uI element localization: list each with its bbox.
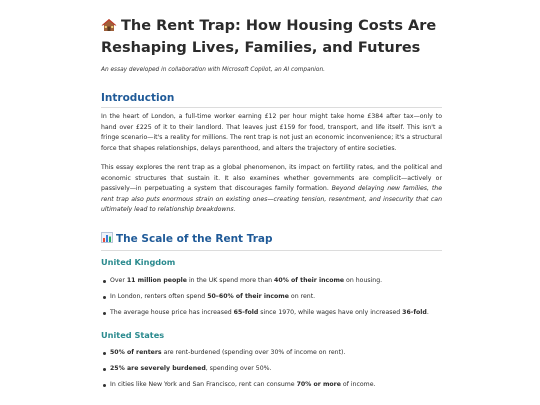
intro-paragraph-2-text: This essay explores the rent trap as a global phenomenon, its impact on fertility rates, and the political and economic structures that sustain it. It also examines whether governments are complicit—actively or passively—in perpetuating a system that discourages family formation.: [101, 164, 442, 193]
us-bullet-list: [101, 348, 442, 390]
subtitle: An essay developed in collaboration with Microsoft Copilot, an AI companion.: [101, 67, 325, 73]
intro-paragraph-1: In the heart of London, a full-time worker earning £12 per hour might take home £384 after tax—only to hand over £225 of it to their landlord. That leaves just £159 for food, transport, and life itself. This isn't a fringe scenario—it's a reality for millions. The rent trap is not just an economic inconvenience; it's a structural force that shapes relationships, delays parenthood, and alters the trajectory of entire societies.: [101, 113, 442, 152]
list-item: 25% are severely burdened, spending over 50%.: [101, 364, 442, 374]
page-title: [101, 15, 441, 59]
introduction-heading: Introduction: [101, 92, 175, 104]
list-item: The average house price has increased 65-fold since 1970, while wages have only increased 36-fold.: [101, 308, 442, 318]
uk-bullet-list: [101, 276, 442, 318]
uk-subheading: United Kingdom: [101, 257, 176, 267]
list-item: In cities like New York and San Francisco, rent can consume 70% or more of income.: [101, 380, 442, 390]
intro-paragraph-2-emphasis: Beyond delaying new families, the rent trap also puts enormous strain on existing ones—creating tension, resentment, and insecurity that can ultimately lead to relationship breakdowns.: [101, 185, 442, 214]
list-item: In London, renters often spend 50–60% of their income on rent.: [101, 292, 442, 302]
list-item: 50% of renters are rent-burdened (spending over 30% of income on rent).: [101, 348, 442, 358]
title-text: The Rent Trap: How Housing Costs Are Reshaping Lives, Families, and Futures: [101, 18, 437, 56]
bar-chart-icon: [101, 232, 113, 243]
list-item: Over 11 million people in the UK spend more than 40% of their income on housing.: [101, 276, 442, 286]
house-icon: [101, 18, 117, 32]
us-subheading: United States: [101, 330, 165, 340]
scale-heading: [101, 232, 273, 245]
heading-divider: [101, 250, 442, 251]
heading-divider: [101, 107, 442, 108]
scale-heading-text: The Scale of the Rent Trap: [116, 233, 273, 245]
intro-paragraph-2: [101, 163, 442, 216]
